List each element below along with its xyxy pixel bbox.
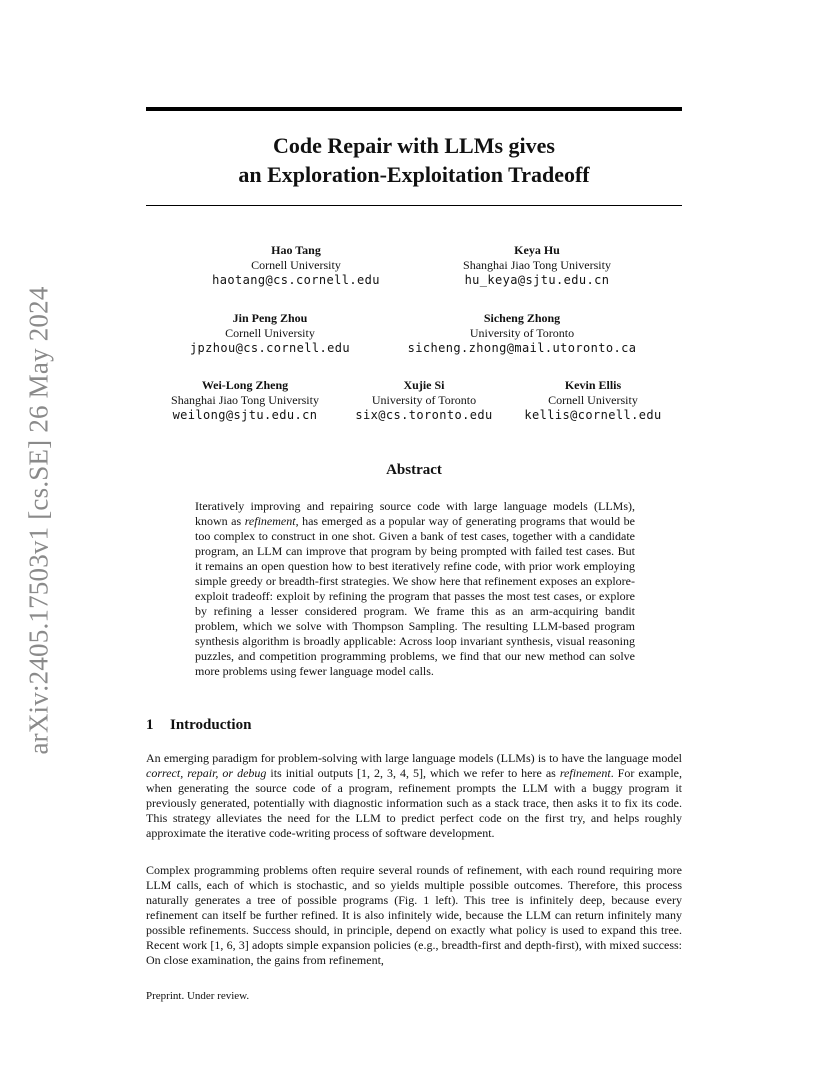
title-line-1: Code Repair with LLMs gives (273, 133, 555, 158)
author-name: Wei-Long Zheng (201, 378, 289, 392)
paper-title (146, 131, 682, 189)
author-email: kellis@cornell.edu (524, 408, 662, 422)
abstract-text (195, 499, 635, 679)
author-name: Jin Peng Zhou (232, 311, 308, 325)
section-title: Introduction (170, 717, 252, 733)
author-name: Sicheng Zhong (483, 311, 561, 325)
section-number: 1 (146, 717, 154, 733)
author-affiliation: Cornell University (251, 258, 341, 272)
abstract-emphasis: refinement (244, 514, 296, 528)
title-line-2: an Exploration-Exploitation Tradeoff (238, 162, 590, 187)
paragraph-emphasis: refinement (559, 766, 611, 780)
author-name: Xujie Si (403, 378, 445, 392)
author-name: Kevin Ellis (564, 378, 622, 392)
section-heading (146, 717, 251, 734)
author-email: six@cs.toronto.edu (355, 408, 493, 422)
author-email: sicheng.zhong@mail.utoronto.ca (407, 341, 637, 355)
author-email: weilong@sjtu.edu.cn (172, 408, 318, 422)
paragraph-text: . For example, when generating the source code of a program, refinement prompts the LLM with a buggy program it previously generated, potentially with diagnostic information such as a stack trace, then asks it to fix its code. This strategy alleviates the need for the LLM to predict perfect code on the first try, and helps roughly approximate the iterative code-writing process of software development. (146, 766, 682, 840)
author-affiliation: University of Toronto (469, 326, 575, 340)
author-block (437, 243, 637, 288)
abstract-text-part: , has emerged as a popular way of generating programs that would be too complex to construct in one shot. Given a bank of test cases, together with a candidate program, an LLM can improve that program by being prompted with failed test cases. But it remains an open question how to best iteratively refine code, with prior work employing simple greedy or breadth-first strategies. We show here that refinement exposes an explore-exploit tradeoff: exploit by refining the program that passes the most test cases, or explore by refining a lesser considered program. We frame this as an arm-acquiring bandit problem, which we solve with Thompson Sampling. The resulting LLM-based program synthesis algorithm is broadly applicable: Across loop invariant synthesis, visual reasoning puzzles, and competition programming problems, we find that our new method can solve more problems using fewer language model calls. (195, 514, 635, 678)
author-email: hu_keya@sjtu.edu.cn (464, 273, 610, 287)
author-email: jpzhou@cs.cornell.edu (189, 341, 351, 355)
intro-paragraph (146, 751, 682, 841)
arxiv-stamp (22, 282, 56, 758)
author-email: haotang@cs.cornell.edu (212, 273, 380, 287)
title-top-rule (146, 107, 682, 111)
paragraph-text: its initial outputs [1, 2, 3, 4, 5], which we refer to here as (266, 766, 560, 780)
author-affiliation: Shanghai Jiao Tong University (463, 258, 611, 272)
intro-paragraph: Complex programming problems often require several rounds of refinement, with each round requiring more LLM calls, each of which is stochastic, and so yields multiple possible outcomes. Therefore, this process naturally generates a tree of possible programs (Fig. 1 left). This tree is infinitely deep, because every refinement can itself be further refined. It is also infinitely wide, because the LLM can return infinitely many possible refinements. Success should, in principle, depend on exactly what policy is used to expand this tree. Recent work [1, 6, 3] adopts simple expansion policies (e.g., breadth-first and depth-first), with mixed success: On close examination, the gains from refinement, (146, 863, 682, 967)
author-name: Keya Hu (514, 243, 560, 257)
author-affiliation: Cornell University (548, 393, 638, 407)
author-block (392, 311, 652, 356)
abstract-text-part: Iteratively improving and repairing source code with large language models (LLMs), known as (195, 499, 635, 528)
author-block (513, 378, 673, 423)
author-block (344, 378, 504, 423)
author-block (150, 378, 340, 423)
author-affiliation: Cornell University (225, 326, 315, 340)
author-block (170, 311, 370, 356)
author-name: Hao Tang (271, 243, 321, 257)
author-affiliation: Shanghai Jiao Tong University (171, 393, 319, 407)
title-bottom-rule (146, 205, 682, 206)
author-block (196, 243, 396, 288)
paragraph-text: An emerging paradigm for problem-solving with large language models (LLMs) is to have the language model (146, 751, 682, 765)
footnote: Preprint. Under review. (146, 990, 250, 1002)
author-affiliation: University of Toronto (371, 393, 477, 407)
abstract-heading: Abstract (386, 462, 442, 478)
paragraph-emphasis: correct, repair, or debug (146, 766, 267, 780)
arxiv-stamp-text: arXiv:2405.17503v1 [cs.SE] 26 May 2024 (23, 285, 54, 755)
